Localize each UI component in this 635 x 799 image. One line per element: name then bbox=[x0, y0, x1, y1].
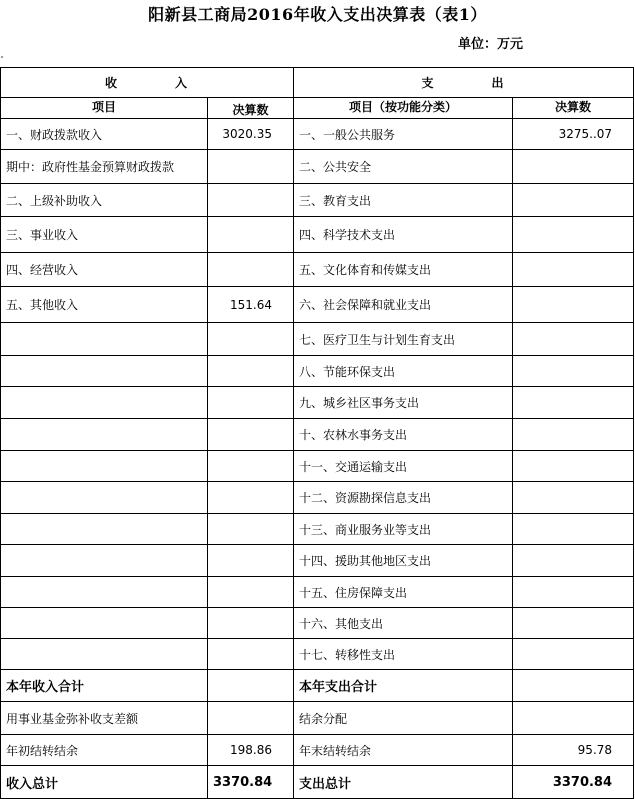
income-amount-cell: 3370.84 bbox=[208, 766, 294, 799]
table-row bbox=[1, 150, 634, 184]
page-title: 阳新县工商局2016年收入支出决算表（表1） bbox=[148, 5, 487, 24]
expense-header: 支 出 bbox=[294, 68, 634, 98]
expense-item-cell: 二、公共安全 bbox=[294, 150, 513, 184]
expense-item-cell: 支出总计 bbox=[294, 766, 513, 799]
income-amount-cell bbox=[208, 482, 294, 514]
expense-item-cell: 五、文化体育和传媒支出 bbox=[294, 253, 513, 287]
expense-amount-cell bbox=[513, 702, 634, 735]
income-amount-cell: 3020.35 bbox=[208, 119, 294, 150]
expense-amount-cell bbox=[513, 253, 634, 287]
subheader-row bbox=[1, 98, 634, 119]
expense-item-cell: 十四、援助其他地区支出 bbox=[294, 545, 513, 577]
expense-amount-cell bbox=[513, 670, 634, 702]
income-item-cell bbox=[1, 323, 208, 356]
expense-item-cell: 年末结转结余 bbox=[294, 735, 513, 766]
income-amount-cell bbox=[208, 639, 294, 670]
unit-label: 单位：万元 bbox=[458, 37, 524, 52]
income-item-header-text: 项目 bbox=[91, 99, 116, 114]
income-item-cell bbox=[1, 639, 208, 670]
income-item-cell bbox=[1, 514, 208, 545]
income-amount-cell: 151.64 bbox=[208, 287, 294, 323]
expense-item-cell: 十五、住房保障支出 bbox=[294, 577, 513, 608]
income-amount-header-text: 决算数 bbox=[232, 103, 269, 117]
expense-item-cell: 一、一般公共服务 bbox=[294, 119, 513, 150]
expense-item-cell: 结余分配 bbox=[294, 702, 513, 735]
income-item-cell: 三、事业收入 bbox=[1, 217, 208, 253]
table-row bbox=[1, 323, 634, 356]
expense-item-cell: 九、城乡社区事务支出 bbox=[294, 387, 513, 419]
income-item-cell bbox=[1, 608, 208, 639]
income-amount-cell bbox=[208, 608, 294, 639]
expense-amount-cell bbox=[513, 184, 634, 217]
table-row bbox=[1, 387, 634, 419]
income-item-cell: 收入总计 bbox=[1, 766, 208, 799]
income-item-cell: 用事业基金弥补收支差额 bbox=[1, 702, 208, 735]
expense-amount-cell: 3370.84 bbox=[513, 766, 634, 799]
income-amount-cell bbox=[208, 451, 294, 482]
total-row bbox=[1, 702, 634, 735]
total-row bbox=[1, 670, 634, 702]
expense-item-cell: 七、医疗卫生与计划生育支出 bbox=[294, 323, 513, 356]
expense-amount-cell: 95.78 bbox=[513, 735, 634, 766]
table-row bbox=[1, 577, 634, 608]
income-amount-header bbox=[208, 98, 294, 119]
expense-amount-cell bbox=[513, 287, 634, 323]
expense-item-header bbox=[294, 98, 513, 119]
table-row bbox=[1, 119, 634, 150]
income-item-cell bbox=[1, 577, 208, 608]
expense-amount-cell bbox=[513, 639, 634, 670]
income-amount-cell bbox=[208, 184, 294, 217]
expense-amount-cell bbox=[513, 356, 634, 387]
income-amount-cell bbox=[208, 217, 294, 253]
expense-item-cell: 三、教育支出 bbox=[294, 184, 513, 217]
income-item-cell: 本年收入合计 bbox=[1, 670, 208, 702]
income-item-cell bbox=[1, 356, 208, 387]
expense-amount-cell bbox=[513, 387, 634, 419]
income-amount-cell bbox=[208, 323, 294, 356]
income-amount-cell bbox=[208, 514, 294, 545]
income-amount-cell bbox=[208, 577, 294, 608]
expense-item-cell: 六、社会保障和就业支出 bbox=[294, 287, 513, 323]
expense-item-cell: 十三、商业服务业等支出 bbox=[294, 514, 513, 545]
expense-amount-cell bbox=[513, 482, 634, 514]
expense-amount-cell bbox=[513, 323, 634, 356]
income-amount-cell bbox=[208, 545, 294, 577]
income-amount-cell: 198.86 bbox=[208, 735, 294, 766]
expense-item-cell: 四、科学技术支出 bbox=[294, 217, 513, 253]
decorative-dot bbox=[1, 56, 3, 58]
income-amount-cell bbox=[208, 387, 294, 419]
income-item-cell bbox=[1, 419, 208, 451]
expense-item-cell: 十、农林水事务支出 bbox=[294, 419, 513, 451]
income-item-header bbox=[1, 98, 208, 119]
table-row bbox=[1, 253, 634, 287]
table-row bbox=[1, 356, 634, 387]
income-amount-cell bbox=[208, 670, 294, 702]
income-amount-cell bbox=[208, 253, 294, 287]
expense-item-cell: 十二、资源勘探信息支出 bbox=[294, 482, 513, 514]
expense-amount-cell bbox=[513, 419, 634, 451]
table-row bbox=[1, 639, 634, 670]
income-item-cell: 年初结转结余 bbox=[1, 735, 208, 766]
header-row bbox=[1, 68, 634, 98]
income-amount-cell bbox=[208, 702, 294, 735]
income-expense-table bbox=[0, 67, 634, 799]
income-item-cell: 五、其他收入 bbox=[1, 287, 208, 323]
total-row bbox=[1, 766, 634, 799]
income-item-cell bbox=[1, 451, 208, 482]
income-item-cell: 一、财政拨款收入 bbox=[1, 119, 208, 150]
expense-amount-cell bbox=[513, 608, 634, 639]
expense-amount-cell bbox=[513, 577, 634, 608]
expense-amount-cell bbox=[513, 545, 634, 577]
table-row bbox=[1, 514, 634, 545]
table-row bbox=[1, 608, 634, 639]
income-item-cell bbox=[1, 545, 208, 577]
table-body bbox=[1, 68, 634, 799]
expense-amount-header bbox=[513, 98, 634, 119]
income-item-cell bbox=[1, 387, 208, 419]
expense-amount-cell: 3275..07 bbox=[513, 119, 634, 150]
expense-item-cell: 八、节能环保支出 bbox=[294, 356, 513, 387]
expense-amount-cell bbox=[513, 150, 634, 184]
income-item-cell: 四、经营收入 bbox=[1, 253, 208, 287]
expense-item-cell: 本年支出合计 bbox=[294, 670, 513, 702]
table-row bbox=[1, 184, 634, 217]
income-item-cell bbox=[1, 482, 208, 514]
table-row bbox=[1, 482, 634, 514]
income-item-cell: 二、上级补助收入 bbox=[1, 184, 208, 217]
income-item-cell: 期中：政府性基金预算财政拨款 bbox=[1, 150, 208, 184]
table-row bbox=[1, 451, 634, 482]
total-row bbox=[1, 735, 634, 766]
table-row bbox=[1, 419, 634, 451]
table-row bbox=[1, 287, 634, 323]
expense-item-header-text: 项目（按功能分类） bbox=[349, 99, 458, 114]
table-row bbox=[1, 217, 634, 253]
expense-item-cell: 十一、交通运输支出 bbox=[294, 451, 513, 482]
income-amount-cell bbox=[208, 356, 294, 387]
income-header: 收 入 bbox=[1, 68, 294, 98]
income-amount-cell bbox=[208, 419, 294, 451]
expense-amount-cell bbox=[513, 514, 634, 545]
income-amount-cell bbox=[208, 150, 294, 184]
expense-item-cell: 十六、其他支出 bbox=[294, 608, 513, 639]
expense-amount-header-text: 决算数 bbox=[555, 99, 592, 114]
expense-amount-cell bbox=[513, 451, 634, 482]
expense-amount-cell bbox=[513, 217, 634, 253]
table-row bbox=[1, 545, 634, 577]
expense-item-cell: 十七、转移性支出 bbox=[294, 639, 513, 670]
